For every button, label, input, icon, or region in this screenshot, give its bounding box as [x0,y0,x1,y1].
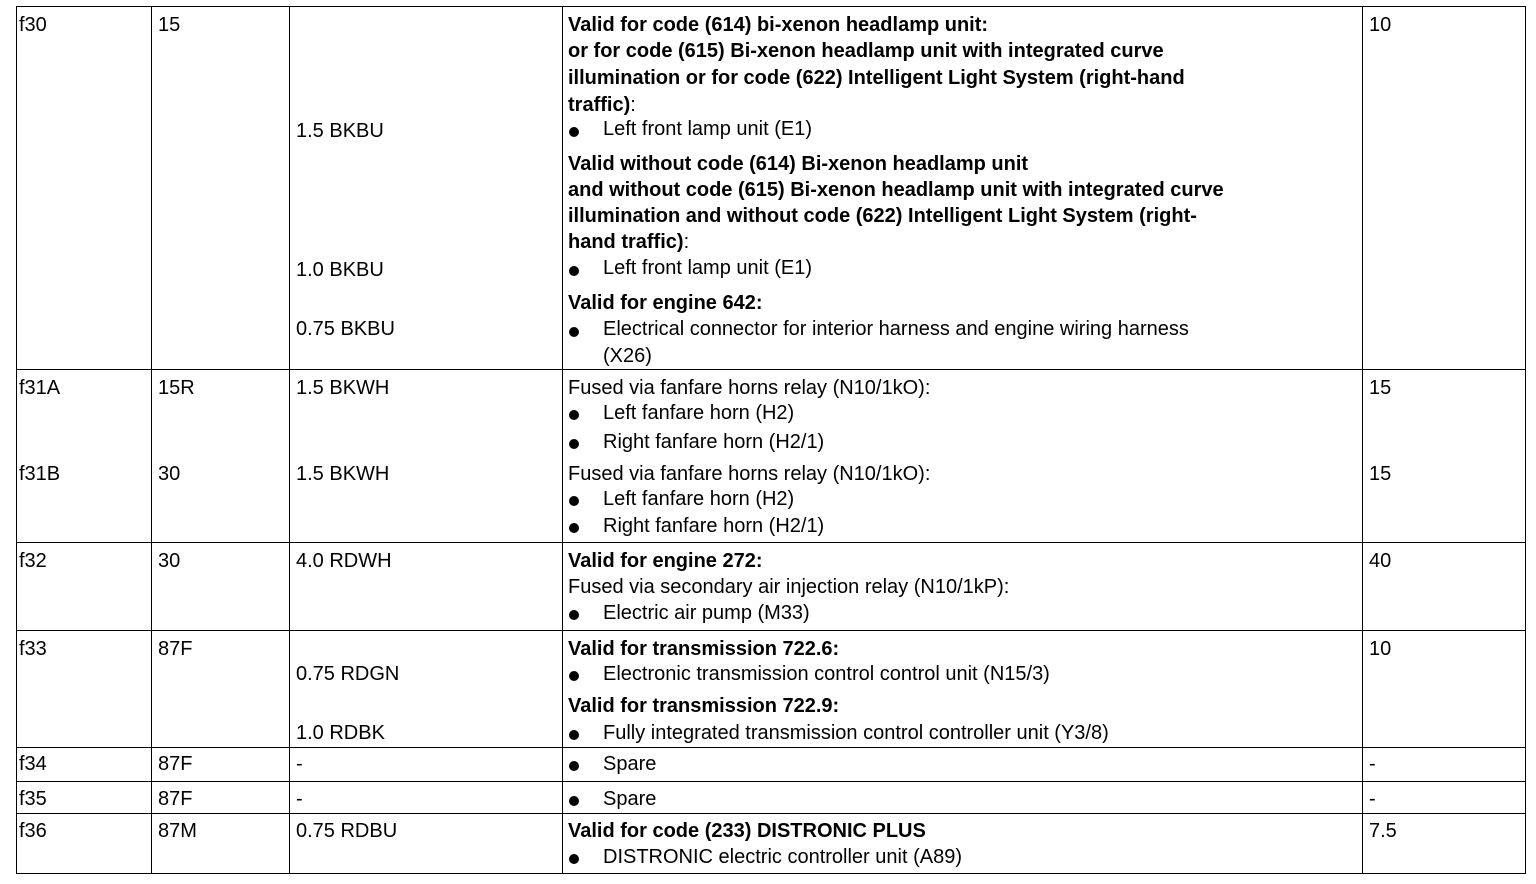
component-item: Electronic transmission control control unit (N15/3) [603,663,1050,685]
terminal-cell: 87F [158,638,193,660]
bullet-icon [569,439,579,449]
component-item: Fully integrated transmission control controller unit (Y3/8) [603,722,1109,744]
bullet-icon [569,523,579,533]
terminal-cell: 15 [158,14,181,36]
fuse-cell: f33 [19,638,47,660]
wire-cell: - [296,753,303,775]
wire-cell: 0.75 BKBU [296,318,395,340]
bullet-icon [569,761,579,771]
condition-heading: illumination or for code (622) Intelligent Light System (right-hand [568,67,1185,89]
table-row [16,542,1526,630]
bullet-icon [569,796,579,806]
condition-heading: or for code (615) Bi-xenon headlamp unit with integrated curve [568,40,1164,62]
rating-cell: 15 [1369,377,1392,399]
wire-cell: 0.75 RDBU [296,820,398,842]
fuse-cell: f31B [19,463,61,485]
rating-cell: 10 [1369,638,1392,660]
condition-heading: Valid for transmission 722.9: [568,695,840,717]
table-row [16,6,1526,369]
condition-heading: hand traffic): [568,231,690,253]
component-item: Left front lamp unit (E1) [603,257,812,279]
component-item: DISTRONIC electric controller unit (A89) [603,846,962,868]
rating-cell: 15 [1369,463,1392,485]
condition-heading: and without code (615) Bi-xenon headlamp unit with integrated curve [568,179,1224,201]
terminal-cell: 15R [158,377,195,399]
wire-cell: 1.0 RDBK [296,722,385,744]
condition-heading: Valid for code (614) bi-xenon headlamp unit: [568,14,989,36]
component-item: Left fanfare horn (H2) [603,402,795,424]
rating-cell: 10 [1369,14,1392,36]
component-item: Left fanfare horn (H2) [603,488,795,510]
component-item: Right fanfare horn (H2/1) [603,431,825,453]
fuse-cell: f36 [19,820,47,842]
terminal-cell: 87F [158,753,193,775]
fuse-cell: f31A [19,377,61,399]
condition-heading: Valid for engine 642: [568,292,763,314]
table-row [16,747,1526,781]
component-item: Electric air pump (M33) [603,602,810,624]
terminal-cell: 30 [158,550,181,572]
condition-heading: Valid for code (233) DISTRONIC PLUS [568,820,926,842]
wire-cell: 0.75 RDGN [296,663,400,685]
bullet-icon [569,671,579,681]
terminal-cell: 87F [158,788,193,810]
bullet-icon [569,496,579,506]
component-item: Spare [603,753,657,775]
bullet-icon [569,127,579,137]
table-row [16,630,1526,747]
rating-cell: - [1369,788,1376,810]
component-item: (X26) [603,345,652,367]
bullet-icon [569,730,579,740]
bullet-icon [569,327,579,337]
bullet-icon [569,266,579,276]
table-row [16,781,1526,813]
wire-cell: 1.0 BKBU [296,259,384,281]
table-bottom-border [16,873,1526,874]
rating-cell: - [1369,753,1376,775]
wire-cell: 1.5 BKWH [296,463,390,485]
condition-heading: Valid for engine 272: [568,550,763,572]
condition-heading: traffic): [568,94,636,116]
wire-cell: 1.5 BKBU [296,120,384,142]
relay-note: Fused via fanfare horns relay (N10/1kO): [568,463,931,485]
rating-cell: 40 [1369,550,1392,572]
fuse-cell: f30 [19,14,47,36]
wire-cell: 4.0 RDWH [296,550,392,572]
bullet-icon [569,610,579,620]
relay-note: Fused via secondary air injection relay (N10/1kP): [568,576,1010,598]
condition-heading: Valid without code (614) Bi-xenon headlamp unit [568,153,1029,175]
component-item: Left front lamp unit (E1) [603,118,812,140]
terminal-cell: 87M [158,820,197,842]
condition-heading: Valid for transmission 722.6: [568,638,840,660]
condition-heading: illumination and without code (622) Intelligent Light System (right- [568,205,1197,227]
table-row [16,813,1526,873]
bullet-icon [569,410,579,420]
fuse-cell: f32 [19,550,47,572]
bullet-icon [569,854,579,864]
component-item: Right fanfare horn (H2/1) [603,515,825,537]
wire-cell: 1.5 BKWH [296,377,390,399]
component-item: Spare [603,788,657,810]
component-item: Electrical connector for interior harness and engine wiring harness [603,318,1189,340]
fuse-cell: f34 [19,753,47,775]
table-row [16,369,1526,542]
wire-cell: - [296,788,303,810]
fuse-cell: f35 [19,788,47,810]
terminal-cell: 30 [158,463,181,485]
relay-note: Fused via fanfare horns relay (N10/1kO): [568,377,931,399]
rating-cell: 7.5 [1369,820,1397,842]
